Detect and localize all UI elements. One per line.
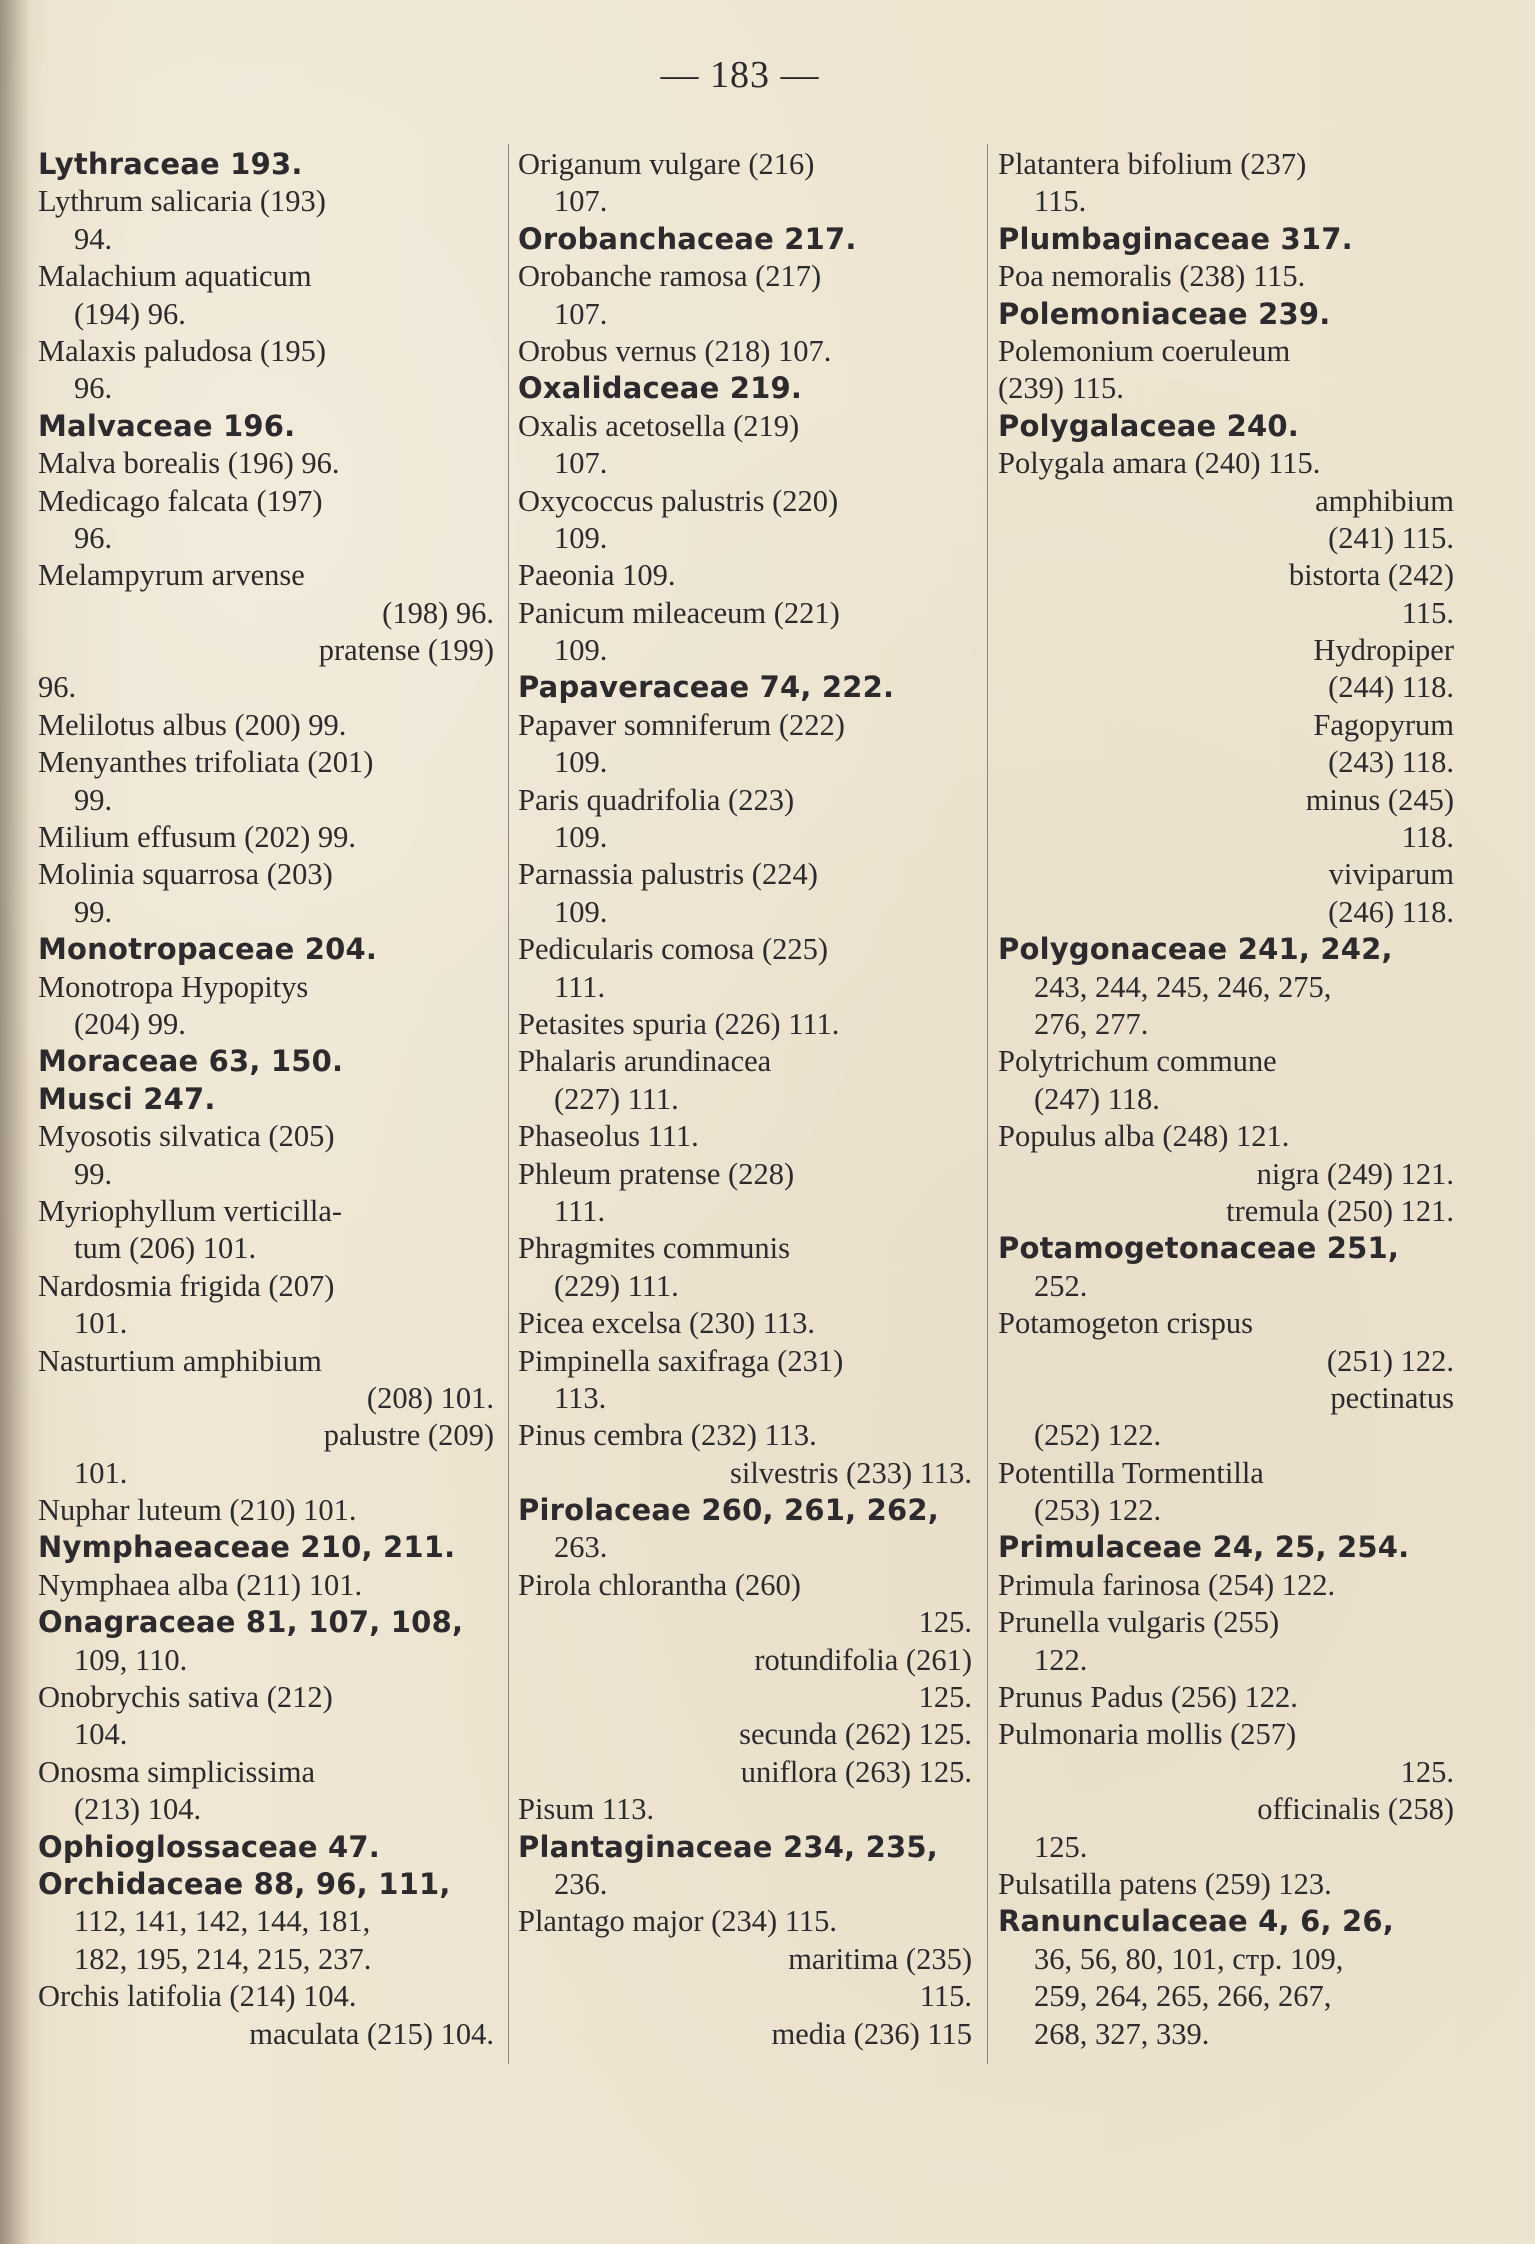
index-entry-line: 36, 56, 80, 101, стр. 109, <box>1034 1941 1344 1976</box>
index-entry-line: 109, 110. <box>74 1642 188 1677</box>
column-divider <box>508 144 509 2064</box>
index-entry-line: 99. <box>74 894 113 929</box>
index-entry-line: Oxalis acetosella (219) <box>518 408 800 443</box>
index-entry-line: (243) 118. <box>1328 745 1454 780</box>
index-entry-line: Polygalaceae 240. <box>998 408 1300 443</box>
index-entry-line: Prunus Padus (256) 122. <box>998 1680 1298 1715</box>
index-entry-line: Malvaceae 196. <box>38 408 296 443</box>
index-entry-line: Pisum 113. <box>518 1792 655 1827</box>
index-entry-line: Orchis latifolia (214) 104. <box>38 1979 357 2014</box>
index-entry-line: Myosotis silvatica (205) <box>38 1119 335 1154</box>
index-entry-line: 112, 141, 142, 144, 181, <box>74 1904 371 1939</box>
index-entry-line: Onagraceae 81, 107, 108, <box>38 1605 464 1640</box>
index-entry-line: Molinia squarrosa (203) <box>38 857 333 892</box>
index-entry-line: 99. <box>74 782 113 817</box>
index-entry-line: Polemonium coeruleum <box>998 333 1291 368</box>
index-entry-line: 94. <box>74 221 113 256</box>
index-entry-line: Plumbaginaceae 317. <box>998 221 1353 256</box>
index-entry-line: Phalaris arundinacea <box>518 1044 772 1079</box>
index-entry-line: Populus alba (248) 121. <box>998 1119 1290 1154</box>
index-entry-line: Phleum pratense (228) <box>518 1156 795 1191</box>
index-entry-line: Fagopyrum <box>1313 707 1454 742</box>
index-entry-line: Polemoniaceae 239. <box>998 296 1331 331</box>
index-entry-line: Primulaceae 24, 25, 254. <box>998 1530 1410 1565</box>
index-entry-line: 243, 244, 245, 246, 275, <box>1034 969 1332 1004</box>
index-entry-line: 125. <box>918 1605 972 1640</box>
index-entry-line: Nymphaeaceae 210, 211. <box>38 1530 456 1565</box>
index-entry-line: 104. <box>74 1717 128 1752</box>
index-entry-line: (252) 122. <box>1034 1418 1162 1453</box>
index-entry-line: 99. <box>74 1156 113 1191</box>
index-entry-line: (213) 104. <box>74 1792 202 1827</box>
index-entry-line: Plantago major (234) 115. <box>518 1904 838 1939</box>
index-entry-line: 113. <box>554 1380 607 1415</box>
index-entry-line: Monotropa Hypopitys <box>38 969 309 1004</box>
index-entry-line: (227) 111. <box>554 1081 679 1116</box>
index-entry-line: maritima (235) <box>788 1941 972 1976</box>
index-entry-line: Phragmites communis <box>518 1231 790 1266</box>
index-entry-line: tum (206) 101. <box>74 1231 257 1266</box>
index-entry-line: Melilotus albus (200) 99. <box>38 707 347 742</box>
column-divider <box>987 144 988 2064</box>
index-entry-line: Pinus cembra (232) 113. <box>518 1418 817 1453</box>
index-entry-line: Moraceae 63, 150. <box>38 1044 344 1079</box>
index-entry-line: Pirola chlorantha (260) <box>518 1567 801 1602</box>
index-entry-line: 109. <box>554 745 608 780</box>
index-entry-line: bistorta (242) <box>1288 558 1454 593</box>
index-entry-line: Primula farinosa (254) 122. <box>998 1567 1336 1602</box>
index-entry-line: amphibium <box>1315 483 1454 518</box>
index-entry-line: Malaxis paludosa (195) <box>38 333 326 368</box>
index-entry-line: Milium effusum (202) 99. <box>38 820 356 855</box>
index-entry-line: Malva borealis (196) 96. <box>38 446 340 481</box>
index-entry-line: 268, 327, 339. <box>1034 2016 1210 2051</box>
index-entry-line: Origanum vulgare (216) <box>518 147 815 181</box>
index-entry-line: Petasites spuria (226) 111. <box>518 1006 840 1041</box>
index-entry-line: Hydropiper <box>1313 633 1454 668</box>
index-entry-line: (194) 96. <box>74 296 186 331</box>
index-entry-line: viviparum <box>1328 857 1454 892</box>
index-entry-line: (204) 99. <box>74 1006 186 1041</box>
index-entry-line: 236. <box>554 1866 608 1901</box>
index-entry-line: Monotropaceae 204. <box>38 932 378 967</box>
index-entry-line: uniflora (263) 125. <box>740 1754 972 1789</box>
index-entry-line: 109. <box>554 820 608 855</box>
index-entry-line: 115. <box>1034 184 1087 219</box>
index-entry-line: secunda (262) 125. <box>739 1717 972 1752</box>
index-entry-line: 96. <box>74 371 113 406</box>
index-entry-line: silvestris (233) 113. <box>729 1455 972 1490</box>
index-column-3 <box>998 146 1458 2096</box>
index-entry-line: Polygonaceae 241, 242, <box>998 932 1393 967</box>
index-entry-line: Papaver somniferum (222) <box>518 707 845 742</box>
index-entry-line: tremula (250) 121. <box>1226 1193 1454 1228</box>
index-entry-line: (247) 118. <box>1034 1081 1160 1116</box>
index-entry-line: palustre (209) <box>323 1418 494 1453</box>
index-entry-line: Malachium aquaticum <box>38 259 312 294</box>
index-entry-line: Plantaginaceae 234, 235, <box>518 1829 938 1864</box>
index-entry-line: Paeonia 109. <box>518 558 676 593</box>
index-entry-line: Lythraceae 193. <box>38 147 303 181</box>
index-entry-line: Oxycoccus palustris (220) <box>518 483 839 518</box>
index-entry-line: Musci 247. <box>38 1081 216 1116</box>
index-entry-line: Onobrychis sativa (212) <box>38 1680 333 1715</box>
index-entry-line: 125. <box>1034 1829 1088 1864</box>
index-entry-line: Pulmonaria mollis (257) <box>998 1717 1297 1752</box>
index-entry-line: 182, 195, 214, 215, 237. <box>74 1941 372 1976</box>
index-entry-line: Ophioglossaceae 47. <box>38 1829 381 1864</box>
index-entry-line: Oxalidaceae 219. <box>518 371 803 406</box>
index-entry-line: Orobanchaceae 217. <box>518 221 857 256</box>
index-entry-line: 96. <box>74 520 113 555</box>
index-entry-line: 118. <box>1401 820 1454 855</box>
index-entry-line: 115. <box>919 1979 972 2014</box>
index-column-1 <box>38 146 498 2096</box>
index-entry-line: Paris quadrifolia (223) <box>518 782 795 817</box>
index-entry-line: (241) 115. <box>1328 520 1454 555</box>
index-entry-line: Pulsatilla patens (259) 123. <box>998 1866 1332 1901</box>
index-entry-line: Melampyrum arvense <box>38 558 305 593</box>
index-entry-line: 111. <box>554 969 606 1004</box>
index-entry-line: Parnassia palustris (224) <box>518 857 818 892</box>
index-entry-line: Nasturtium amphibium <box>38 1343 322 1378</box>
index-entry-line: 96. <box>38 670 77 705</box>
index-entry-line: Nymphaea alba (211) 101. <box>38 1567 363 1602</box>
index-entry-line: Potamogeton crispus <box>998 1306 1253 1341</box>
index-entry-line: pratense (199) <box>318 633 494 668</box>
index-entry-line: Phaseolus 111. <box>518 1119 699 1154</box>
index-entry-line: Panicum mileaceum (221) <box>518 595 840 630</box>
index-entry-line: minus (245) <box>1305 782 1454 817</box>
index-entry-line: 125. <box>918 1680 972 1715</box>
index-entry-line: 107. <box>554 184 608 219</box>
page-number: — 183 — <box>660 54 820 96</box>
index-entry-line: 101. <box>74 1455 128 1490</box>
index-entry-line: 107. <box>554 446 608 481</box>
index-entry-line: Potentilla Tormentilla <box>998 1455 1264 1490</box>
index-entry-line: Lythrum salicaria (193) <box>38 184 326 219</box>
index-entry-line: Poa nemoralis (238) 115. <box>998 259 1306 294</box>
index-entry-line: 125. <box>1400 1754 1454 1789</box>
index-entry-line: Ranunculaceae 4, 6, 26, <box>998 1904 1394 1939</box>
index-entry-line: 107. <box>554 296 608 331</box>
index-entry-line: 252. <box>1034 1268 1088 1303</box>
index-entry-line: 115. <box>1401 595 1454 630</box>
index-entry-line: 122. <box>1034 1642 1088 1677</box>
index-entry-line: Orobus vernus (218) 107. <box>518 333 832 368</box>
index-entry-line: (208) 101. <box>366 1380 494 1415</box>
index-entry-line: 109. <box>554 894 608 929</box>
index-entry-line: Platantera bifolium (237) <box>998 147 1307 181</box>
index-entry-line: 101. <box>74 1306 128 1341</box>
index-entry-line: Picea excelsa (230) 113. <box>518 1306 815 1341</box>
index-entry-line: 263. <box>554 1530 608 1565</box>
index-entry-line: (253) 122. <box>1034 1493 1162 1528</box>
index-entry-line: nigra (249) 121. <box>1256 1156 1454 1191</box>
index-entry-line: Myriophyllum verticilla- <box>38 1193 343 1228</box>
index-entry-line: (239) 115. <box>998 371 1124 406</box>
index-entry-line: (229) 111. <box>554 1268 679 1303</box>
index-entry-line: Prunella vulgaris (255) <box>998 1605 1280 1640</box>
index-entry-line: (251) 122. <box>1326 1343 1454 1378</box>
index-entry-line: media (236) 115 <box>771 2016 972 2051</box>
index-entry-line: Nuphar luteum (210) 101. <box>38 1493 357 1528</box>
index-entry-line: Medicago falcata (197) <box>38 483 323 518</box>
index-entry-line: 259, 264, 265, 266, 267, <box>1034 1979 1332 2014</box>
index-entry-line: pectinatus <box>1330 1380 1454 1415</box>
index-entry-line: Nardosmia frigida (207) <box>38 1268 335 1303</box>
index-entry-line: 109. <box>554 520 608 555</box>
binding-shadow <box>0 0 30 2244</box>
index-column-2 <box>518 146 976 2096</box>
index-entry-line: (244) 118. <box>1328 670 1454 705</box>
index-entry-line: Potamogetonaceae 251, <box>998 1231 1400 1266</box>
index-entry-line: 111. <box>554 1193 606 1228</box>
index-entry-line: Orobanche ramosa (217) <box>518 259 822 294</box>
index-entry-line: officinalis (258) <box>1257 1792 1454 1827</box>
index-entry-line: (198) 96. <box>382 595 494 630</box>
index-entry-line: Polygala amara (240) 115. <box>998 446 1321 481</box>
index-entry-line: 109. <box>554 633 608 668</box>
index-entry-line: Orchidaceae 88, 96, 111, <box>38 1866 451 1901</box>
index-entry-line: maculata (215) 104. <box>249 2016 494 2051</box>
index-entry-line: rotundifolia (261) <box>754 1642 972 1677</box>
index-entry-line: Pedicularis comosa (225) <box>518 932 829 967</box>
index-entry-line: Menyanthes trifoliata (201) <box>38 745 374 780</box>
index-entry-line: 276, 277. <box>1034 1006 1149 1041</box>
index-entry-line: (246) 118. <box>1328 894 1454 929</box>
index-entry-line: Onosma simplicissima <box>38 1754 316 1789</box>
index-entry-line: Pirolaceae 260, 261, 262, <box>518 1493 939 1528</box>
index-entry-line: Polytrichum commune <box>998 1044 1277 1079</box>
index-entry-line: Papaveraceae 74, 222. <box>518 670 895 705</box>
index-entry-line: Pimpinella saxifraga (231) <box>518 1343 844 1378</box>
